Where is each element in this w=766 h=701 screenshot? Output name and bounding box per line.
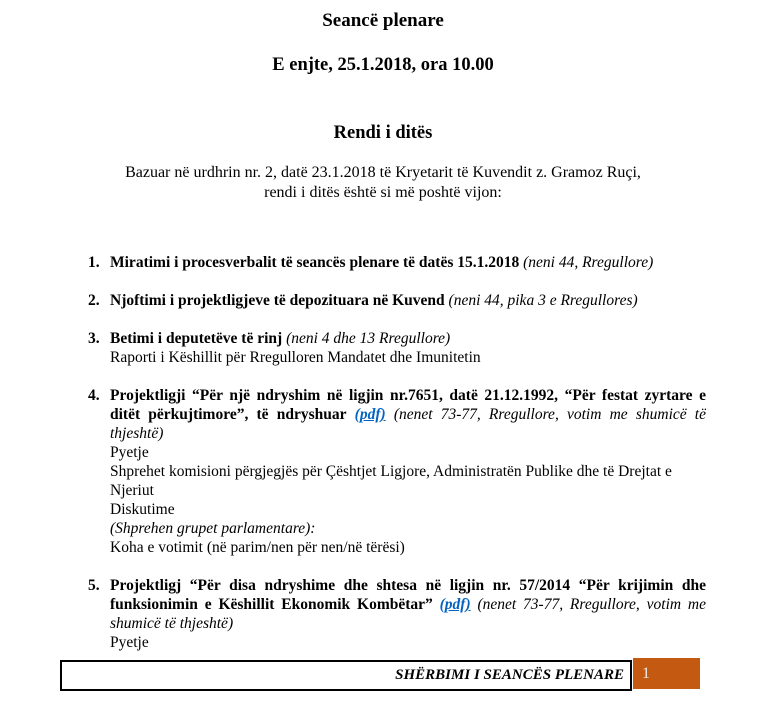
pdf-link[interactable]: (pdf) [354, 406, 386, 423]
agenda-item-head [110, 253, 706, 272]
agenda-item-3 [88, 329, 706, 367]
agenda-item-head [110, 329, 706, 348]
page-title: Seancë plenare [322, 10, 444, 31]
agenda-item-body [110, 253, 706, 272]
agenda-item-number: 4. [88, 387, 100, 404]
agenda-item-title: Betimi i deputetëve të rinj [110, 330, 283, 347]
intro-line-1: Bazuar në urdhrin nr. 2, datë 23.1.2018 të Kryetarit të Kuvendit z. Gramoz Ruçi, [125, 164, 641, 181]
agenda-item-5 [88, 576, 706, 652]
agenda-item-note: (nenet 73-77, Rregullore, votim me shumicë të thjeshtë) [110, 596, 706, 632]
agenda-item-line: Pyetje [110, 444, 149, 461]
agenda-item-line: Raporti i Këshillit për Rregulloren Mandatet dhe Imunitetin [110, 349, 481, 366]
agenda-item-body [110, 329, 706, 367]
intro-line-2: rendi i ditës është si më poshtë vijon: [264, 184, 502, 201]
agenda-item-note: (neni 44, Rregullore) [523, 254, 654, 271]
intro-paragraph [0, 163, 766, 203]
agenda-item-title: Projektligji “Për një ndryshim në ligjin nr.7651, datë 21.12.1992, “Për festat zyrtare e ditët përkujtimore”, të ndryshuar [110, 387, 706, 423]
agenda-item-note: (nenet 73-77, Rregullore, votim me shumicë të thjeshtë) [110, 406, 706, 442]
footer-box [60, 660, 632, 691]
agenda-item-title: Njoftimi i projektligjeve të depozituara në Kuvend [110, 292, 445, 309]
agenda-item-head [110, 291, 706, 310]
agenda-heading: Rendi i ditës [333, 123, 433, 143]
agenda-item-2 [88, 291, 706, 310]
agenda-item-head [110, 386, 706, 443]
agenda-item-number: 5. [88, 577, 100, 594]
agenda-item-1 [88, 253, 706, 272]
agenda-item-line: Pyetje [110, 634, 149, 651]
agenda-item-note: (neni 4 dhe 13 Rregullore) [286, 330, 451, 347]
agenda-item-line: Koha e votimit (në parim/nen për nen/në tërësi) [110, 539, 405, 556]
page-number-badge: 1 [633, 658, 700, 689]
agenda-item-number: 1. [88, 254, 100, 271]
footer [0, 657, 766, 691]
agenda-item-number: 2. [88, 292, 100, 309]
footer-label: SHËRBIMI I SEANCËS PLENARE [395, 667, 624, 683]
agenda-item-title: Projektligj “Për disa ndryshime dhe shtesa në ligjin nr. 57/2014 “Për krijimin dhe funksionimin e Këshillit Ekonomik Kombëtar” [110, 577, 706, 613]
agenda-list [88, 253, 706, 652]
agenda-item-line: Diskutime [110, 501, 175, 518]
agenda-item-line: Shprehet komisioni përgjegjës për Çështjet Ligjore, Administratën Publike dhe të Drejtat e Njeriut [110, 463, 672, 499]
agenda-item-body [110, 386, 706, 557]
agenda-item-number: 3. [88, 330, 100, 347]
agenda-item-4 [88, 386, 706, 557]
agenda-item-line: (Shprehen grupet parlamentare): [110, 520, 316, 537]
pdf-link[interactable]: (pdf) [439, 596, 471, 613]
agenda-item-note: (neni 44, pika 3 e Rregullores) [448, 292, 638, 309]
session-datetime: E enjte, 25.1.2018, ora 10.00 [272, 55, 494, 75]
agenda-item-body [110, 576, 706, 652]
agenda-item-head [110, 576, 706, 633]
agenda-item-body [110, 291, 706, 310]
agenda-item-title: Miratimi i procesverbalit të seancës plenare të datës 15.1.2018 [110, 254, 520, 271]
